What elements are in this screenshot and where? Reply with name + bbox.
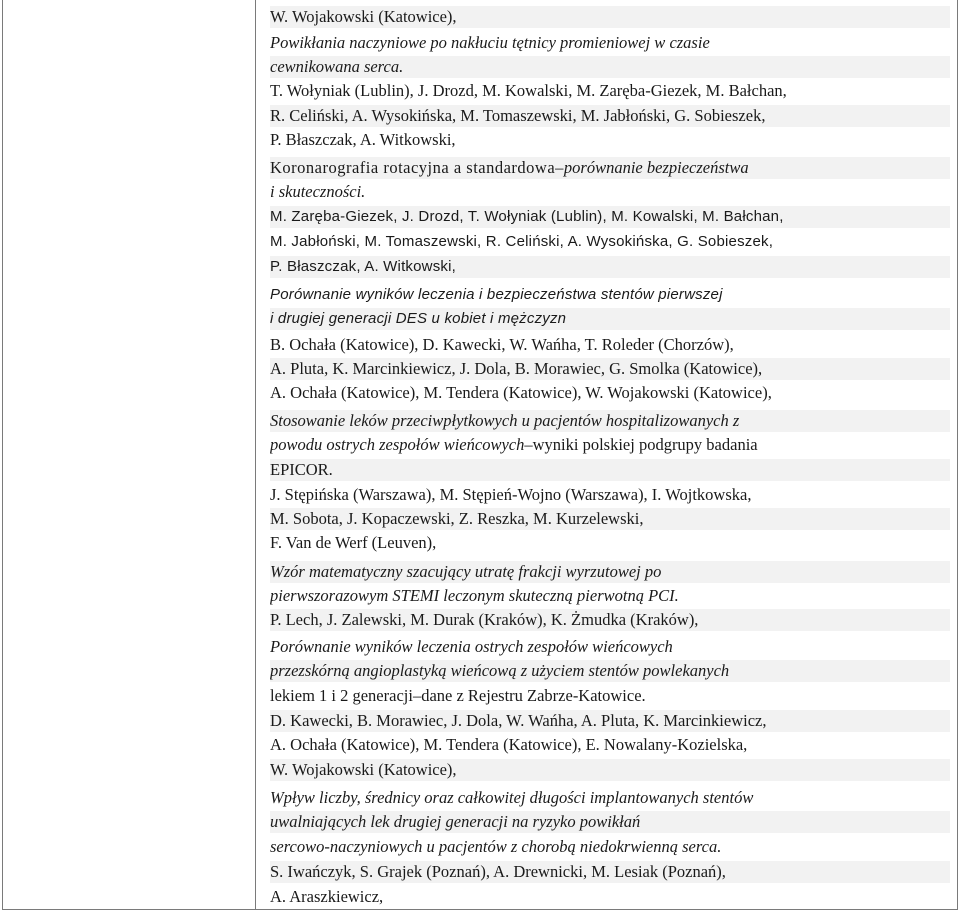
authors-line: T. Wołyniak (Lublin), J. Drozd, M. Kowalski, M. Zaręba-Giezek, M. Bałchan, bbox=[270, 81, 787, 100]
title-line: cewnikowana serca. bbox=[270, 56, 950, 78]
title-line: przezskórną angioplastyką wieńcową z użyciem stentów powlekanych bbox=[270, 660, 950, 682]
authors-line: J. Stępińska (Warszawa), M. Stępień-Wojno (Warszawa), I. Wojtkowska, bbox=[270, 485, 752, 504]
title-italic: powodu ostrych zespołów wieńcowych– bbox=[270, 435, 533, 454]
authors-line: P. Błaszczak, A. Witkowski, bbox=[270, 130, 456, 149]
authors-line: A. Araszkiewicz, bbox=[270, 887, 384, 906]
title-plain: Koronarografia rotacyjna a standardowa– bbox=[270, 158, 564, 177]
authors-line: W. Wojakowski (Katowice), bbox=[270, 6, 950, 28]
title-line: Wpływ liczby, średnicy oraz całkowitej długości implantowanych stentów bbox=[270, 788, 754, 807]
title-line bbox=[270, 157, 950, 179]
authors-line: M. Zaręba-Giezek, J. Drozd, T. Wołyniak (Lublin), M. Kowalski, M. Bałchan, bbox=[270, 206, 950, 228]
authors-line: A. Ochała (Katowice), M. Tendera (Katowice), E. Nowalany-Kozielska, bbox=[270, 735, 748, 754]
title-line: EPICOR. bbox=[270, 459, 950, 481]
title-line: Porównanie wyników leczenia i bezpieczeństwa stentów pierwszej bbox=[270, 286, 723, 303]
authors-line: W. Wojakowski (Katowice), bbox=[270, 759, 950, 781]
title-line: pierwszorazowym STEMI leczonym skuteczną pierwotną PCI. bbox=[270, 586, 679, 605]
title-italic: porównanie bezpieczeństwa bbox=[563, 158, 749, 177]
authors-line: M. Sobota, J. Kopaczewski, Z. Reszka, M. Kurzelewski, bbox=[270, 508, 950, 530]
title-line: Porównanie wyników leczenia ostrych zespołów wieńcowych bbox=[270, 637, 673, 656]
authors-line: M. Jabłoński, M. Tomaszewski, R. Celiński, A. Wysokińska, G. Sobieszek, bbox=[270, 233, 774, 250]
authors-line: R. Celiński, A. Wysokińska, M. Tomaszewski, M. Jabłoński, G. Sobieszek, bbox=[270, 105, 950, 127]
authors-line: P. Lech, J. Zalewski, M. Durak (Kraków), K. Żmudka (Kraków), bbox=[270, 609, 950, 631]
authors-line: D. Kawecki, B. Morawiec, J. Dola, W. Wańha, A. Pluta, K. Marcinkiewicz, bbox=[270, 710, 950, 732]
authors-line: B. Ochała (Katowice), D. Kawecki, W. Wańha, T. Roleder (Chorzów), bbox=[270, 335, 734, 354]
title-line bbox=[270, 434, 766, 456]
title-line: Wzór matematyczny szacujący utratę frakcji wyrzutowej po bbox=[270, 561, 950, 583]
title-line: i drugiej generacji DES u kobiet i mężczyzn bbox=[270, 308, 950, 330]
title-line: uwalniających lek drugiej generacji na ryzyko powikłań bbox=[270, 811, 950, 833]
authors-line: P. Błaszczak, A. Witkowski, bbox=[270, 256, 950, 278]
authors-line: S. Iwańczyk, S. Grajek (Poznań), A. Drewnicki, M. Lesiak (Poznań), bbox=[270, 861, 950, 883]
authors-line: F. Van de Werf (Leuven), bbox=[270, 533, 437, 552]
authors-line: A. Pluta, K. Marcinkiewicz, J. Dola, B. Morawiec, G. Smolka (Katowice), bbox=[270, 358, 950, 380]
title-line: Powikłania naczyniowe po nakłuciu tętnicy promieniowej w czasie bbox=[270, 33, 710, 52]
title-line: sercowo-naczyniowych u pacjentów z chorobą niedokrwienną serca. bbox=[270, 837, 722, 856]
title-line: i skuteczności. bbox=[270, 182, 366, 201]
authors-line: A. Ochała (Katowice), M. Tendera (Katowice), W. Wojakowski (Katowice), bbox=[270, 383, 772, 402]
title-line: lekiem 1 i 2 generacji–dane z Rejestru Zabrze-Katowice. bbox=[270, 686, 646, 705]
table-left-column bbox=[2, 0, 256, 910]
title-line: Stosowanie leków przeciwpłytkowych u pacjentów hospitalizowanych z bbox=[270, 410, 950, 432]
title-plain: wyniki polskiej podgrupy badania bbox=[532, 435, 758, 454]
